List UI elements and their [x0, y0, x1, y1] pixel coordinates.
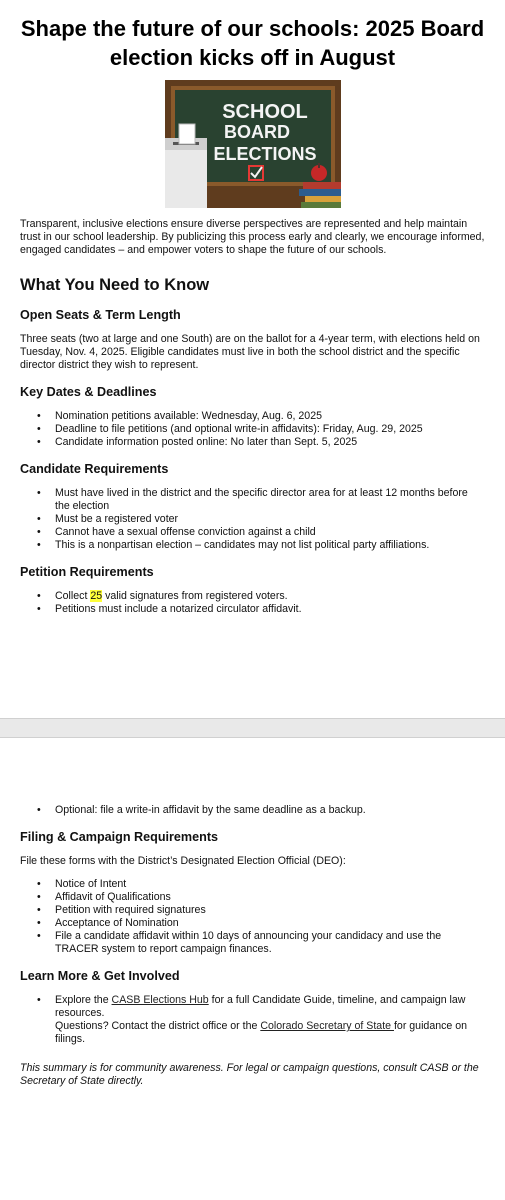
petition-requirements-list-continued: [0, 804, 485, 817]
questions-prefix: Questions? Contact the district office or the: [55, 1020, 261, 1032]
list-item: [55, 1020, 485, 1046]
casb-elections-hub-link[interactable]: CASB Elections Hub: [111, 994, 209, 1006]
learn-more-heading: Learn More & Get Involved: [20, 969, 180, 983]
open-seats-heading: Open Seats & Term Length: [20, 308, 181, 322]
list-item: • This is a nonpartisan election – candidates may not list political party affiliations.: [55, 539, 485, 552]
intro-paragraph: Transparent, inclusive elections ensure diverse perspectives are represented and help maintain trust in our school leadership. By publicizing this process early and clearly, we encourage informed, engaged candidates – and empower voters to shape the future of our schools.: [20, 218, 485, 256]
list-item: [55, 994, 485, 1020]
candidate-requirements-heading: Candidate Requirements: [20, 462, 169, 476]
explore-prefix: Explore the: [55, 994, 112, 1006]
colorado-secretary-of-state-link[interactable]: Colorado Secretary of State: [260, 1020, 394, 1032]
petition-requirements-list: [0, 590, 485, 616]
petition-item-suffix: valid signatures from registered voters.: [102, 590, 288, 602]
list-item: • Must be a registered voter: [55, 513, 485, 526]
key-dates-heading: Key Dates & Deadlines: [20, 385, 157, 399]
list-item: • Cannot have a sexual offense conviction against a child: [55, 526, 485, 539]
list-item: • Must have lived in the district and the specific director area for at least 12 months before the election: [55, 487, 485, 513]
hero-line-board: BOARD: [223, 122, 290, 142]
hero-line-elections: ELECTIONS: [212, 144, 317, 164]
questions-suffix: for guidance on filings.: [55, 1020, 468, 1045]
list-item: • File a candidate affidavit within 10 days of announcing your candidacy and use the TRACER system to report campaign finances.: [55, 930, 485, 956]
list-item: • Notice of Intent: [55, 878, 485, 891]
hero-line-school: SCHOOL: [221, 101, 308, 123]
filing-heading: Filing & Campaign Requirements: [20, 830, 219, 844]
explore-suffix: for a full Candidate Guide, timeline, and campaign law resources.: [55, 994, 466, 1019]
list-item: • Acceptance of Nomination: [55, 917, 485, 930]
signature-count-highlight: 25: [90, 590, 103, 602]
school-board-elections-image: [165, 80, 341, 208]
page-title: Shape the future of our schools: 2025 Board election kicks off in August: [20, 16, 485, 70]
open-seats-text: Three seats (two at large and one South) are on the ballot for a 4-year term, with elections held on Tuesday, Nov. 4, 2025. Eligible candidates must live in both the school district and the specific director district they wish to represent.: [20, 333, 480, 371]
petition-item-prefix: Collect: [55, 590, 91, 602]
list-item: • Affidavit of Qualifications: [55, 891, 485, 904]
document-page-2: [0, 738, 505, 1200]
candidate-requirements-list: [0, 487, 485, 552]
list-item: • Petition with required signatures: [55, 904, 485, 917]
learn-more-list: [0, 994, 485, 1046]
key-dates-list: [0, 410, 485, 449]
list-item: • Candidate information posted online: No later than Sept. 5, 2025: [55, 436, 485, 449]
list-item: • Optional: file a write-in affidavit by the same deadline as a backup.: [55, 804, 485, 817]
list-item: • Deadline to file petitions (and optional write-in affidavits): Friday, Aug. 29, 2025: [55, 423, 485, 436]
filing-intro: File these forms with the District’s Designated Election Official (DEO):: [20, 855, 346, 867]
filing-list: [0, 878, 485, 956]
list-item: [55, 590, 485, 603]
section-title: What You Need to Know: [20, 276, 210, 294]
page-break: [0, 718, 505, 738]
disclaimer-note: This summary is for community awareness. For legal or campaign questions, consult CASB or the Secretary of State directly.: [20, 1062, 479, 1087]
petition-requirements-heading: Petition Requirements: [20, 565, 154, 579]
list-item: • Nomination petitions available: Wednesday, Aug. 6, 2025: [55, 410, 485, 423]
list-item: • Petitions must include a notarized circulator affidavit.: [55, 603, 485, 616]
